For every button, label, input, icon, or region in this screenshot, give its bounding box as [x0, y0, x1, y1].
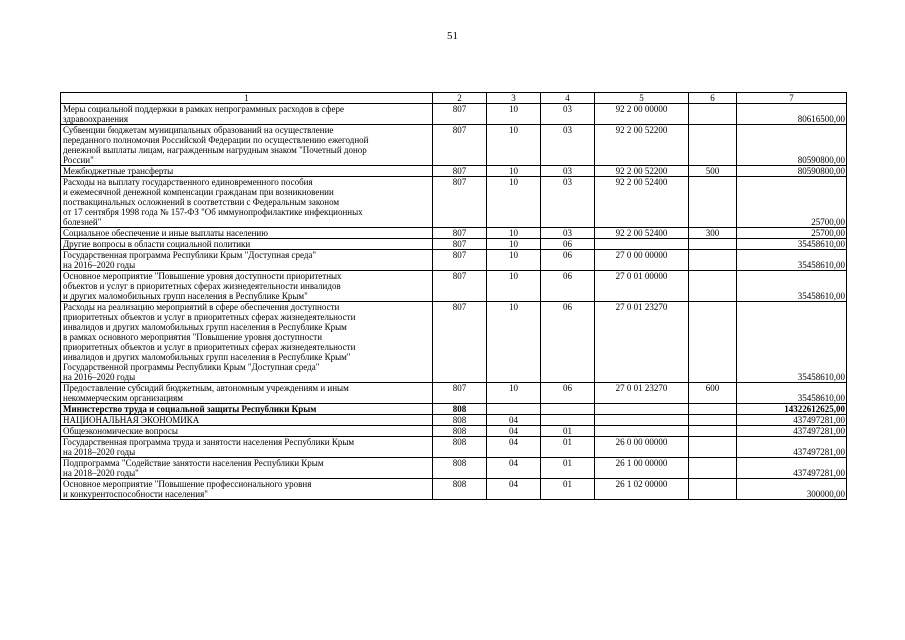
- row-subsection-cell: 06: [541, 250, 595, 271]
- row-section-cell: 10: [487, 250, 541, 271]
- row-target-article-cell: 92 2 00 52400: [595, 228, 689, 239]
- row-code-cell: 807: [433, 104, 487, 125]
- row-name-cell: Другие вопросы в области социальной политики: [61, 239, 433, 250]
- row-amount-cell: 35458610,00: [737, 271, 847, 302]
- header-cell: 6: [689, 93, 737, 104]
- row-target-article-cell: 92 2 00 52200: [595, 125, 689, 166]
- row-subsection-cell: 01: [541, 426, 595, 437]
- table-row: [61, 383, 847, 404]
- row-section-cell: [487, 404, 541, 415]
- row-amount-cell: 80616500,00: [737, 104, 847, 125]
- row-name-cell: Основное мероприятие "Повышение профессионального уровня и конкурентоспособности населения": [61, 479, 433, 500]
- row-target-article-cell: 92 2 00 00000: [595, 104, 689, 125]
- row-amount-cell: 437497281,00: [737, 458, 847, 479]
- row-amount-cell: 80590800,00: [737, 166, 847, 177]
- row-amount-cell: 35458610,00: [737, 250, 847, 271]
- row-expense-type-cell: 500: [689, 166, 737, 177]
- row-section-cell: 10: [487, 302, 541, 383]
- row-amount-cell: 80590800,00: [737, 125, 847, 166]
- row-amount-cell: 35458610,00: [737, 302, 847, 383]
- row-code-cell: 807: [433, 228, 487, 239]
- table-row: [61, 404, 847, 415]
- row-section-cell: 10: [487, 125, 541, 166]
- row-subsection-cell: 06: [541, 302, 595, 383]
- table-row: [61, 302, 847, 383]
- row-section-cell: 04: [487, 415, 541, 426]
- table-row: [61, 166, 847, 177]
- row-code-cell: 807: [433, 302, 487, 383]
- row-amount-cell: 25700,00: [737, 228, 847, 239]
- table-row: [61, 426, 847, 437]
- row-section-cell: 10: [487, 271, 541, 302]
- table-row: [61, 415, 847, 426]
- row-code-cell: 808: [433, 426, 487, 437]
- row-target-article-cell: 26 1 00 00000: [595, 458, 689, 479]
- header-cell: 5: [595, 93, 689, 104]
- row-section-cell: 10: [487, 166, 541, 177]
- row-amount-cell: 300000,00: [737, 479, 847, 500]
- row-expense-type-cell: [689, 437, 737, 458]
- table-row: [61, 104, 847, 125]
- table-row: [61, 239, 847, 250]
- row-subsection-cell: 03: [541, 228, 595, 239]
- row-subsection-cell: 03: [541, 104, 595, 125]
- row-subsection-cell: 03: [541, 166, 595, 177]
- row-expense-type-cell: 600: [689, 383, 737, 404]
- row-amount-cell: 35458610,00: [737, 239, 847, 250]
- row-name-cell: Общеэкономические вопросы: [61, 426, 433, 437]
- row-expense-type-cell: [689, 104, 737, 125]
- row-code-cell: 808: [433, 415, 487, 426]
- row-expense-type-cell: [689, 271, 737, 302]
- row-expense-type-cell: [689, 458, 737, 479]
- row-target-article-cell: 27 0 01 23270: [595, 302, 689, 383]
- row-amount-cell: 437497281,00: [737, 415, 847, 426]
- row-code-cell: 808: [433, 479, 487, 500]
- row-amount-cell: 437497281,00: [737, 437, 847, 458]
- row-name-cell: Социальное обеспечение и иные выплаты населению: [61, 228, 433, 239]
- row-name-cell: Расходы на выплату государственного единовременного пособия и ежемесячной денежной компенсации гражданам при возникновении поствакцинальных осложнений в соответствии с Федеральным законом от 17 сентября 1998 года № 157-ФЗ "Об иммунопрофилактике инфекционных болезней": [61, 177, 433, 228]
- row-name-cell: Межбюджетные трансферты: [61, 166, 433, 177]
- row-subsection-cell: 06: [541, 271, 595, 302]
- row-subsection-cell: 01: [541, 437, 595, 458]
- table-row: [61, 437, 847, 458]
- table-row: [61, 177, 847, 228]
- table-row: [61, 479, 847, 500]
- row-target-article-cell: 92 2 00 52400: [595, 177, 689, 228]
- row-amount-cell: 35458610,00: [737, 383, 847, 404]
- row-subsection-cell: 01: [541, 479, 595, 500]
- row-target-article-cell: 26 0 00 00000: [595, 437, 689, 458]
- row-section-cell: 10: [487, 228, 541, 239]
- header-cell: 7: [737, 93, 847, 104]
- row-name-cell: Предоставление субсидий бюджетным, автономным учреждениям и иным некоммерческим организациям: [61, 383, 433, 404]
- row-code-cell: 807: [433, 125, 487, 166]
- row-target-article-cell: 27 0 01 00000: [595, 271, 689, 302]
- row-code-cell: 807: [433, 250, 487, 271]
- row-name-cell: Субвенции бюджетам муниципальных образований на осуществление переданного полномочия Российской Федерации по осуществлению ежегодной денежной выплаты лицам, награжденным нагрудным знаком "Почетный донор России": [61, 125, 433, 166]
- row-target-article-cell: [595, 415, 689, 426]
- row-section-cell: 10: [487, 104, 541, 125]
- row-subsection-cell: 01: [541, 458, 595, 479]
- row-subsection-cell: 03: [541, 125, 595, 166]
- row-target-article-cell: 92 2 00 52200: [595, 166, 689, 177]
- row-code-cell: 807: [433, 177, 487, 228]
- row-name-cell: Основное мероприятие "Повышение уровня доступности приоритетных объектов и услуг в приоритетных сферах жизнедеятельности инвалидов и других маломобильных групп населения в Республике Крым": [61, 271, 433, 302]
- row-subsection-cell: [541, 404, 595, 415]
- row-target-article-cell: [595, 404, 689, 415]
- row-expense-type-cell: [689, 302, 737, 383]
- row-target-article-cell: 26 1 02 00000: [595, 479, 689, 500]
- header-cell: 4: [541, 93, 595, 104]
- row-code-cell: 808: [433, 458, 487, 479]
- header-cell: 1: [61, 93, 433, 104]
- row-expense-type-cell: [689, 250, 737, 271]
- row-expense-type-cell: [689, 479, 737, 500]
- row-code-cell: 807: [433, 239, 487, 250]
- budget-table: [60, 92, 847, 500]
- table-row: [61, 250, 847, 271]
- row-section-cell: 04: [487, 458, 541, 479]
- row-section-cell: 10: [487, 383, 541, 404]
- row-expense-type-cell: [689, 415, 737, 426]
- table-row: [61, 228, 847, 239]
- row-code-cell: 807: [433, 271, 487, 302]
- table-row: [61, 125, 847, 166]
- header-cell: 2: [433, 93, 487, 104]
- table-row: [61, 458, 847, 479]
- row-code-cell: 808: [433, 437, 487, 458]
- row-expense-type-cell: [689, 125, 737, 166]
- row-code-cell: 808: [433, 404, 487, 415]
- row-expense-type-cell: [689, 177, 737, 228]
- row-name-cell: Расходы на реализацию мероприятий в сфере обеспечения доступности приоритетных объектов и услуг в приоритетных сферах жизнедеятельности инвалидов и других маломобильных групп населения в Республике Крым в рамках основного мероприятия "Повышение уровня доступности приоритетных объектов и услуг в приоритетных сферах жизнедеятельности инвалидов и других маломобильных групп населения в Республике Крым" Государственной программы Республики Крым "Доступная среда" на 2016–2020 годы: [61, 302, 433, 383]
- row-name-cell: Министерство труда и социальной защиты Республики Крым: [61, 404, 433, 415]
- table-body: [61, 93, 847, 500]
- row-section-cell: 10: [487, 177, 541, 228]
- row-code-cell: 807: [433, 166, 487, 177]
- row-amount-cell: 25700,00: [737, 177, 847, 228]
- row-name-cell: Меры социальной поддержки в рамках непрограммных расходов в сфере здравоохранения: [61, 104, 433, 125]
- row-subsection-cell: 03: [541, 177, 595, 228]
- row-subsection-cell: 06: [541, 239, 595, 250]
- row-section-cell: 04: [487, 437, 541, 458]
- row-amount-cell: 437497281,00: [737, 426, 847, 437]
- row-section-cell: 10: [487, 239, 541, 250]
- row-name-cell: Государственная программа труда и занятости населения Республики Крым на 2018–2020 годы: [61, 437, 433, 458]
- row-section-cell: 04: [487, 426, 541, 437]
- page-number: 51: [447, 30, 458, 42]
- row-name-cell: Подпрограмма "Содействие занятости населения Республики Крым на 2018–2020 годы": [61, 458, 433, 479]
- row-amount-cell: 14322612625,00: [737, 404, 847, 415]
- table-header-row: [61, 93, 847, 104]
- row-expense-type-cell: [689, 404, 737, 415]
- row-name-cell: Государственная программа Республики Крым "Доступная среда" на 2016–2020 годы: [61, 250, 433, 271]
- table-row: [61, 271, 847, 302]
- row-code-cell: 807: [433, 383, 487, 404]
- row-expense-type-cell: 300: [689, 228, 737, 239]
- header-cell: 3: [487, 93, 541, 104]
- row-subsection-cell: 06: [541, 383, 595, 404]
- row-target-article-cell: 27 0 01 23270: [595, 383, 689, 404]
- row-target-article-cell: [595, 426, 689, 437]
- row-expense-type-cell: [689, 426, 737, 437]
- row-target-article-cell: [595, 239, 689, 250]
- row-name-cell: НАЦИОНАЛЬНАЯ ЭКОНОМИКА: [61, 415, 433, 426]
- row-target-article-cell: 27 0 00 00000: [595, 250, 689, 271]
- row-subsection-cell: [541, 415, 595, 426]
- row-expense-type-cell: [689, 239, 737, 250]
- row-section-cell: 04: [487, 479, 541, 500]
